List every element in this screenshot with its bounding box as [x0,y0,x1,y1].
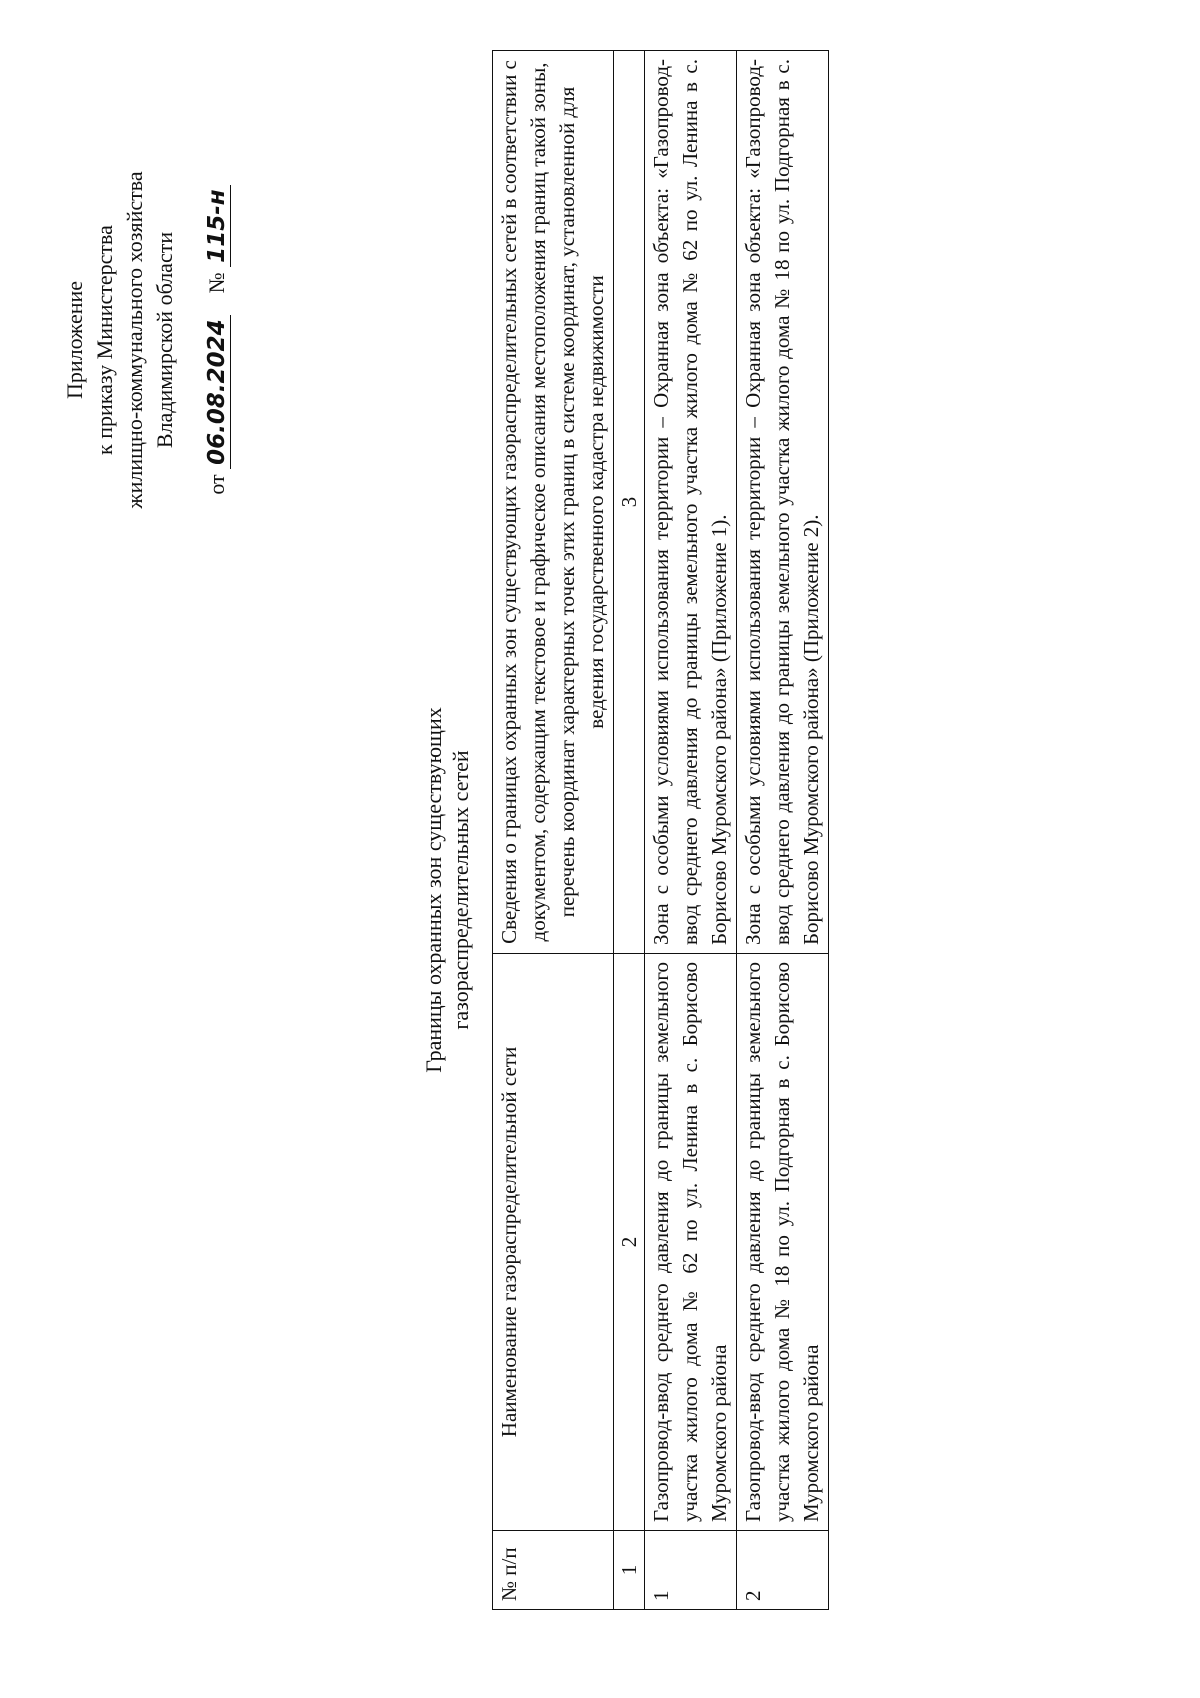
table-index-row [614,51,645,1610]
document-title [420,340,474,1440]
rotated-sheet [60,50,1120,1610]
row-network-name: Газопровод-ввод среднего давления до границы земельного участка жилого дома № 62 по ул. Ленина в с. Борисово Муромского района [645,954,737,1531]
from-label: от [204,474,229,495]
header-zone-info: Сведения о границах охранных зон существующих газораспределительных сетей в соответствии с документом, содержащим текстовое и графическое описания местоположения границ такой зоны, перечень координат характерных точек этих границ в системе координат, установленной для ведения государственного кадастра недвижимости [493,51,614,954]
row-number: 1 [645,1531,737,1610]
row-network-name: Газопровод-ввод среднего давления до границы земельного участка жилого дома № 18 по ул. Подгорная в с. Борисово Муромского района [737,954,829,1531]
appendix-line-3: Владимирской области [152,231,177,449]
appendix-line-1: к приказу Министерства [92,225,117,455]
order-number: 115-н [204,185,231,266]
row-zone-info: Зона с особыми условиями использования территории – Охранная зона объекта: «Газопровод-ввод среднего давления до границы земельного участка жилого дома № 18 по ул. Подгорная в с. Борисово Муромского района» (Приложение 2). [737,51,829,954]
zones-table [492,50,829,1610]
document-title-line-1: Границы охранных зон существующих [421,707,446,1073]
table-row [645,51,737,1610]
row-zone-info: Зона с особыми условиями использования территории – Охранная зона объекта: «Газопровод-ввод среднего давления до границы земельного участка жилого дома № 62 по ул. Ленина в с. Борисово Муромского района» (Приложение 1). [645,51,737,954]
table-row [737,51,829,1610]
index-cell: 1 [614,1531,645,1610]
header-network-name: Наименование газораспределительной сети [493,954,614,1531]
order-date-number [202,80,232,600]
header-number: № п/п [493,1531,614,1610]
index-cell: 2 [614,954,645,1531]
order-date: 06.08.2024 [204,315,231,469]
table-header-row [493,51,614,1610]
appendix-header [60,80,232,600]
appendix-title: Приложение [62,280,87,400]
index-cell: 3 [614,51,645,954]
appendix-line-2: жилищно-коммунального хозяйства [122,171,147,509]
number-label: № [204,272,229,294]
row-number: 2 [737,1531,829,1610]
document-title-line-2: газораспределительных сетей [448,750,473,1030]
